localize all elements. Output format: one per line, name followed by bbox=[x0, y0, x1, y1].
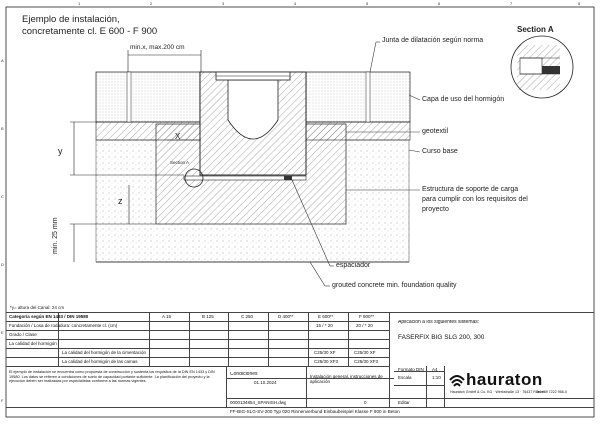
date: 01.10.2024 bbox=[254, 380, 277, 385]
grid-letter: E bbox=[1, 330, 4, 335]
row-camas-e600: C25/30 XF3 bbox=[314, 359, 339, 364]
label-grouted: grouted concrete min. foundation quality bbox=[332, 282, 457, 289]
company-phone: Tel +49 7222 958-0 bbox=[536, 390, 567, 394]
company-address: Hauraton GmbH & Co. KG · Werkstraße 13 · 76437 Rastatt bbox=[450, 390, 545, 394]
row-calidad: La calidad del hormigón bbox=[9, 341, 57, 346]
condiciones: Condiciones bbox=[230, 372, 258, 377]
row-fundacion-e600: 15 / * 20 bbox=[316, 323, 333, 328]
class-f900: F 900** bbox=[359, 314, 375, 319]
label-junta: Junta de dilatación según norma bbox=[382, 37, 484, 44]
file-name: 0000134854_SPANISH.dwg bbox=[230, 400, 287, 405]
grid-number: 3 bbox=[222, 1, 225, 6]
row-cimentacion-f900: C25/30 XF bbox=[354, 350, 376, 355]
section-a-title: Section A bbox=[517, 25, 554, 34]
label-espaciador: espaciador bbox=[336, 262, 371, 269]
bottom-line: FF-BIG-SLG-SV-200 Typ 020 Rinnenverbund Einbaubeispiel Klasse F 900 in Beton bbox=[230, 409, 400, 414]
formato-label: Formato DIN bbox=[398, 367, 424, 372]
class-a15: A 15 bbox=[162, 314, 172, 319]
class-c250: C 250 bbox=[241, 314, 254, 319]
class-e600: E 600** bbox=[318, 314, 334, 319]
dimension-z: z bbox=[118, 196, 123, 206]
dimension-x: X bbox=[175, 132, 181, 141]
grid-number: 2 bbox=[150, 1, 153, 6]
grid-number: 1 bbox=[78, 1, 81, 6]
section-a-marker: Section A bbox=[170, 160, 190, 165]
editar-label: Editar bbox=[398, 400, 410, 405]
row-cimentacion: La calidad del hormigón de la cimentación bbox=[62, 350, 147, 355]
instalacion: Instalación general, instrucciones de aplicación bbox=[310, 374, 383, 384]
footnote: *y= altura del Canal: 24 cm bbox=[10, 305, 65, 310]
grid-number: 5 bbox=[366, 1, 369, 6]
grid-number: 7 bbox=[510, 1, 513, 6]
escala-label: Escala bbox=[398, 375, 412, 380]
row-cimentacion-e600: C25/30 XF bbox=[314, 350, 336, 355]
drawing-title-line1: Ejemplo de instalación, bbox=[22, 14, 120, 25]
row-fundacion: Fundación / Losa de rodadura: concretamente cl. (cm) bbox=[9, 323, 118, 328]
label-estructura-2: para cumplir con los requisitos del bbox=[422, 196, 528, 203]
applies-label: Aplicación a los siguientes sistemas: bbox=[398, 320, 480, 325]
grid-letter: D bbox=[1, 262, 4, 267]
hauraton-logo-icon bbox=[448, 371, 466, 389]
row-fundacion-f900: 20 / * 20 bbox=[356, 323, 373, 328]
company-name: hauraton bbox=[466, 370, 543, 389]
escala-value: 1:10 bbox=[432, 375, 441, 380]
row-camas: La calidad del hormigón de las camas bbox=[62, 359, 138, 364]
section-a-detail bbox=[511, 36, 573, 98]
table-header-category: Categoría según EN 1433 / DIN 19580 bbox=[9, 314, 89, 319]
revision: 0 bbox=[364, 400, 367, 405]
dimension-min25: min. 25 mm bbox=[52, 217, 59, 254]
label-estructura-1: Estructura de soporte de carga bbox=[422, 186, 519, 193]
drawing-title bbox=[22, 14, 157, 38]
grid-letter: B bbox=[1, 126, 4, 131]
label-curso-base: Curso base bbox=[422, 148, 458, 155]
drawing-title-line2: concretamente cl. E 600 - F 900 bbox=[22, 26, 158, 37]
applies-value: FASERFIX BIG SLG 200, 300 bbox=[398, 334, 485, 341]
label-estructura-3: proyecto bbox=[422, 206, 449, 213]
grid-letter: A bbox=[1, 58, 4, 63]
dimension-label-top: min.x, max.200 cm bbox=[130, 44, 185, 51]
formato-value: A4 bbox=[432, 367, 438, 372]
drainage-channel bbox=[200, 72, 306, 175]
grid-number: 8 bbox=[578, 1, 581, 6]
label-geotextil: geotextil bbox=[422, 128, 449, 135]
class-d400: D 400** bbox=[278, 314, 294, 319]
label-capa: Capa de uso del hormigón bbox=[422, 96, 505, 103]
grid-letter: F bbox=[1, 398, 4, 403]
grid-number: 6 bbox=[438, 1, 441, 6]
disclaimer: El ejemplo de instalación se encuentra como propuesta de construcción y sustenta los requisitos de la DIN EN 1433 y DIN 19580. Los datos se refieren a condiciones de suelo de capacidad portante suficiente. La planificación del proyecto y la ejecución deben ser realizadas por especialistas conforme a las normas vigentes. bbox=[9, 370, 215, 384]
title-block bbox=[6, 312, 594, 417]
grid-letter: C bbox=[1, 194, 4, 199]
class-b125: B 125 bbox=[202, 314, 214, 319]
dimension-y: y bbox=[58, 146, 63, 156]
row-camas-f900: C25/30 XF3 bbox=[354, 359, 379, 364]
grid-number: 4 bbox=[294, 1, 297, 6]
row-grado: Grado / Clase bbox=[9, 332, 37, 337]
